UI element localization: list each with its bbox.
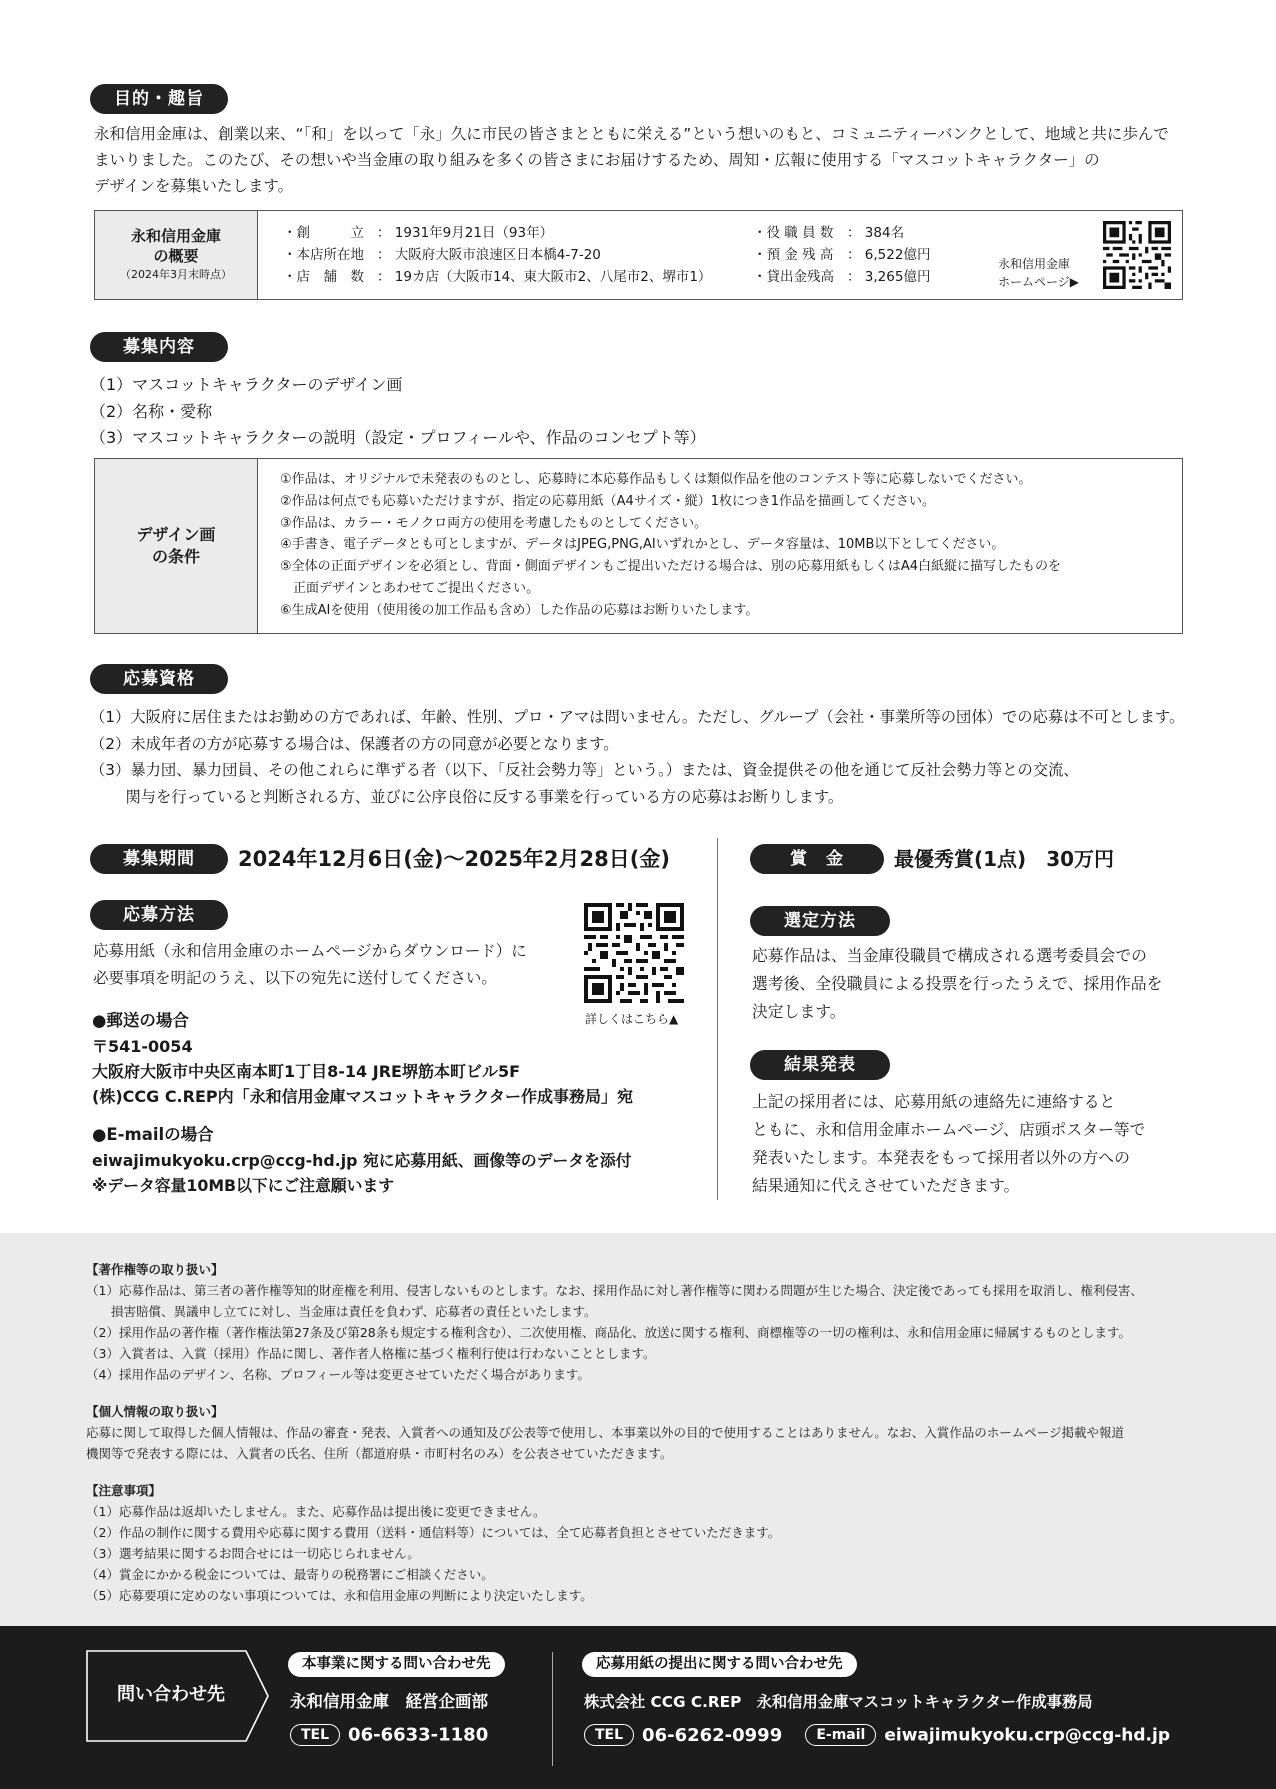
right-contact-org: 株式会社 CCG C.REP 永和信用金庫マスコットキャラクター作成事務局 bbox=[584, 1693, 1093, 1711]
details-qr-code-icon[interactable] bbox=[584, 903, 684, 1003]
overview-row: ・預 金 残 高 ： 6,522億円 bbox=[753, 244, 930, 266]
privacy-line: 機関等で発表する際には、入賞者の氏名、住所（都道府県・市町村名のみ）を公表させていただきます。 bbox=[86, 1446, 673, 1461]
purpose-line: 永和信用金庫は、創業以来、“「和」を以って「永」久に市民の皆さまとともに栄える”という想いのもと、コミュニティーバンクとして、地域と共に歩んで bbox=[94, 125, 1169, 143]
privacy-line: 応募に関して取得した個人情報は、作品の審査・発表、入賞者への通知及び公表等で使用し、本事業以外の目的で使用することはありません。なお、入賞作品のホームページ掲載や報道 bbox=[86, 1425, 1125, 1440]
post-address bbox=[92, 1034, 633, 1109]
qr-caption: 詳しくはこちら▲ bbox=[585, 1012, 679, 1026]
email-info bbox=[92, 1149, 632, 1198]
column-divider bbox=[717, 838, 718, 1200]
overview-right-list bbox=[753, 222, 930, 288]
selection-line: 応募作品は、当金庫役職員で構成される選考委員会での bbox=[752, 946, 1147, 965]
condition-line: ⑥生成AIを使用（使用後の加工作品も含め）した作品の応募はお断りいたします。 bbox=[280, 602, 759, 618]
results-line: 結果通知に代えさせていただきます。 bbox=[752, 1176, 1020, 1195]
homepage-qr-code-icon[interactable] bbox=[1103, 221, 1171, 289]
copyright-line: 損害賠償、異議申し立てに対し、当金庫は責任を負わず、応募者の責任といたします。 bbox=[86, 1304, 597, 1319]
overview-head-subtitle: の概要 bbox=[153, 247, 199, 265]
overview-row-value: 1931年9月21日（93年） bbox=[394, 225, 554, 241]
overview-box bbox=[94, 210, 1183, 300]
post-address-line: 大阪府大阪市中央区南本町1丁目8-14 JRE堺筋本町ビル5F bbox=[92, 1062, 521, 1081]
contact-label: 問い合わせ先 bbox=[117, 1684, 225, 1705]
results-line: 発表いたします。本発表をもって採用者以外の方への bbox=[752, 1148, 1130, 1167]
method-line: 応募用紙（永和信用金庫のホームページからダウンロード）に bbox=[93, 942, 527, 960]
homepage-link-line: 永和信用金庫 bbox=[998, 257, 1071, 271]
prize-value: 最優秀賞(1点) 30万円 bbox=[894, 847, 1115, 871]
purpose-line: デザインを募集いたします。 bbox=[94, 177, 294, 195]
overview-row: ・本店所在地 ： 大阪府大阪市浪速区日本橋4-7-20 bbox=[283, 244, 711, 266]
right-contact-mail: eiwajimukyoku.crp@ccg-hd.jp bbox=[884, 1725, 1171, 1745]
method-line: 必要事項を明記のうえ、以下の宛先に送付してください。 bbox=[93, 969, 497, 987]
notes-section bbox=[0, 1233, 1276, 1626]
right-contact-tel: 06-6262-0999 bbox=[642, 1724, 783, 1746]
phone-icon: TEL bbox=[290, 1724, 340, 1746]
conditions-list bbox=[280, 469, 1170, 622]
left-contact-title: 本事業に関する問い合わせ先 bbox=[288, 1652, 505, 1677]
right-contact-title: 応募用紙の提出に関する問い合わせ先 bbox=[582, 1652, 857, 1677]
overview-head bbox=[95, 211, 258, 299]
caution-title: 【注意事項】 bbox=[86, 1483, 162, 1498]
period-value: 2024年12月6日(金)～2025年2月28日(金) bbox=[238, 847, 670, 871]
caution-line: （5）応募要項に定めのない事項については、永和信用金庫の判断により決定いたします。 bbox=[86, 1588, 593, 1603]
overview-row: ・創 立 ： 1931年9月21日（93年） bbox=[283, 222, 711, 244]
contact-footer bbox=[0, 1626, 1276, 1789]
overview-row: ・店 舗 数 ： 19カ店（大阪市14、東大阪市2、八尾市2、堺市1） bbox=[283, 266, 711, 288]
overview-row: ・役 職 員 数 ： 384名 bbox=[753, 222, 930, 244]
recruit-heading: 募集内容 bbox=[90, 332, 228, 362]
overview-left-list bbox=[283, 222, 711, 288]
selection-text bbox=[752, 942, 1162, 1026]
email-icon: E-mail bbox=[805, 1724, 876, 1746]
overview-row: ・貸出金残高 ： 3,265億円 bbox=[753, 266, 930, 288]
recruit-item: （2）名称・愛称 bbox=[90, 401, 213, 421]
overview-row-label: ・貸出金残高 bbox=[753, 269, 834, 285]
conditions-head-title: デザイン画 bbox=[136, 525, 216, 544]
method-text bbox=[93, 938, 527, 992]
selection-line: 選考後、全役職員による投票を行ったうえで、採用作品を bbox=[752, 974, 1163, 993]
purpose-heading: 目的・趣旨 bbox=[90, 84, 228, 114]
overview-head-title: 永和信用金庫 bbox=[130, 227, 221, 245]
overview-row-label: ・店 舗 数 bbox=[283, 269, 364, 285]
caution-line: （1）応募作品は返却いたしません。また、応募作品は提出後に変更できません。 bbox=[86, 1504, 546, 1519]
overview-row-label: ・創 立 bbox=[283, 225, 364, 241]
overview-row-label: ・役 職 員 数 bbox=[753, 225, 834, 241]
period-heading: 募集期間 bbox=[90, 844, 228, 874]
purpose-line: まいりました。このたび、その想いや当金庫の取り組みを多くの皆さまにお届けするため、周知・広報に使用する「マスコットキャラクター」の bbox=[94, 151, 1100, 169]
privacy-title: 【個人情報の取り扱い】 bbox=[86, 1404, 224, 1419]
homepage-link-label[interactable] bbox=[998, 255, 1079, 291]
condition-line: ①作品は、オリジナルで未発表のものとし、応募時に本応募作品もしくは類似作品を他のコンテスト等に応募しないでください。 bbox=[280, 472, 1032, 487]
email-title: ●E-mailの場合 bbox=[92, 1125, 214, 1144]
overview-row-value: 3,265億円 bbox=[864, 269, 931, 285]
copyright-line: （4）採用作品のデザイン、名称、プロフィール等は変更させていただく場合があります。 bbox=[86, 1367, 590, 1382]
eligibility-heading: 応募資格 bbox=[90, 664, 228, 694]
overview-row-value: 19カ店（大阪市14、東大阪市2、八尾市2、堺市1） bbox=[394, 269, 712, 285]
purpose-text bbox=[94, 121, 1194, 199]
left-contact-phone[interactable] bbox=[290, 1724, 488, 1746]
conditions-head-subtitle: の条件 bbox=[151, 547, 200, 566]
results-text bbox=[752, 1088, 1145, 1200]
left-contact-org: 永和信用金庫 経営企画部 bbox=[290, 1692, 488, 1711]
caution-line: （2）作品の制作に関する費用や応募に関する費用（送料・通信料等）については、全て応募者負担とさせていただきます。 bbox=[86, 1525, 781, 1540]
eligibility-item: （3）暴力団、暴力団員、その他これらに準ずる者（以下、「反社会勢力等」という。）または、資金提供その他を通じて反社会勢力等との交流、 bbox=[90, 761, 1079, 779]
copyright-line: （2）採用作品の著作権（著作権法第27条及び第28条も規定する権利含む）、二次使用権、商品化、放送に関する権利、商標権等の一切の権利は、永和信用金庫に帰属するものとします。 bbox=[86, 1325, 1132, 1340]
overview-row-value: 6,522億円 bbox=[864, 247, 931, 263]
post-address-line: 〒541-0054 bbox=[92, 1037, 193, 1056]
conditions-head bbox=[95, 459, 258, 633]
condition-line: 正面デザインとあわせてご提出ください。 bbox=[280, 580, 540, 596]
method-heading: 応募方法 bbox=[90, 900, 228, 930]
copyright-title: 【著作権等の取り扱い】 bbox=[86, 1262, 224, 1277]
homepage-link-line: ホームページ▶ bbox=[998, 275, 1079, 289]
eligibility-list bbox=[90, 704, 1184, 810]
left-contact-tel: 06-6633-1180 bbox=[348, 1724, 489, 1746]
overview-head-note: （2024年3月末時点） bbox=[120, 268, 232, 281]
overview-row-value: 384名 bbox=[864, 225, 905, 241]
contact-divider bbox=[552, 1652, 553, 1766]
selection-line: 決定します。 bbox=[752, 1002, 846, 1021]
right-contact-email[interactable] bbox=[805, 1725, 1170, 1744]
overview-row-label: ・本店所在地 bbox=[283, 247, 364, 263]
eligibility-item: 関与を行っていると判断される方、並びに公序良俗に反する事業を行っている方の応募はお断りします。 bbox=[90, 787, 844, 806]
email-info-line: ※データ容量10MB以下にご注意願います bbox=[92, 1175, 395, 1195]
caution-line: （3）選考結果に関するお問合せには一切応じられません。 bbox=[86, 1546, 420, 1561]
condition-line: ③作品は、カラー・モノクロ両方の使用を考慮したものとしてください。 bbox=[280, 515, 708, 531]
right-contact-details bbox=[584, 1724, 1170, 1746]
post-title: ●郵送の場合 bbox=[92, 1011, 189, 1030]
results-line: 上記の採用者には、応募用紙の連絡先に連絡すると bbox=[752, 1092, 1116, 1111]
right-contact-phone[interactable] bbox=[584, 1725, 805, 1744]
recruit-list bbox=[90, 372, 706, 452]
results-heading: 結果発表 bbox=[750, 1050, 890, 1080]
results-line: ともに、永和信用金庫ホームページ、店頭ポスター等で bbox=[752, 1120, 1146, 1139]
overview-row-label: ・預 金 残 高 bbox=[753, 247, 834, 263]
condition-line: ⑤全体の正面デザインを必須とし、背面・側面デザインもご提出いただける場合は、別の応募用紙もしくはA4白紙縦に描写したものを bbox=[280, 559, 1061, 575]
notes-content bbox=[86, 1259, 1226, 1606]
selection-heading: 選定方法 bbox=[750, 906, 890, 936]
condition-line: ②作品は何点でも応募いただけますが、指定の応募用紙（A4サイズ・縦）1枚につき1作品を描画してください。 bbox=[280, 493, 936, 509]
caution-line: （4）賞金にかかる税金については、最寄りの税務署にご相談ください。 bbox=[86, 1567, 494, 1582]
post-address-line: (株)CCG C.REP内「永和信用金庫マスコットキャラクター作成事務局」宛 bbox=[92, 1087, 633, 1106]
conditions-box bbox=[94, 458, 1183, 634]
overview-row-value: 大阪府大阪市浪速区日本橋4-7-20 bbox=[394, 247, 601, 263]
recruit-item: （3）マスコットキャラクターの説明（設定・プロフィールや、作品のコンセプト等） bbox=[90, 428, 706, 447]
prize-heading: 賞 金 bbox=[750, 844, 884, 874]
copyright-line: （3）入賞者は、入賞（採用）作品に関し、著作者人格権に基づく権利行使は行わないこととします。 bbox=[86, 1346, 656, 1361]
recruit-item: （1）マスコットキャラクターのデザイン画 bbox=[90, 375, 403, 394]
eligibility-item: （2）未成年者の方が応募する場合は、保護者の方の同意が必要となります。 bbox=[90, 734, 619, 753]
phone-icon: TEL bbox=[584, 1724, 634, 1746]
email-info-line[interactable]: eiwajimukyoku.crp@ccg-hd.jp 宛に応募用紙、画像等のデータを添付 bbox=[92, 1151, 632, 1170]
copyright-line: （1）応募作品は、第三者の著作権等知的財産権を利用、侵害しないものとします。なお、採用作品に対し著作権等に関わる問題が生じた場合、決定後であっても採用を取消し、権利侵害、 bbox=[86, 1283, 1143, 1298]
condition-line: ④手書き、電子データとも可としますが、データはJPEG,PNG,AIいずれかとし、データ容量は、10MB以下としてください。 bbox=[280, 537, 1005, 553]
eligibility-item: （1）大阪府に居住またはお勤めの方であれば、年齢、性別、プロ・アマは問いません。ただし、グループ（会社・事業所等の団体）での応募は不可とします。 bbox=[90, 708, 1185, 726]
